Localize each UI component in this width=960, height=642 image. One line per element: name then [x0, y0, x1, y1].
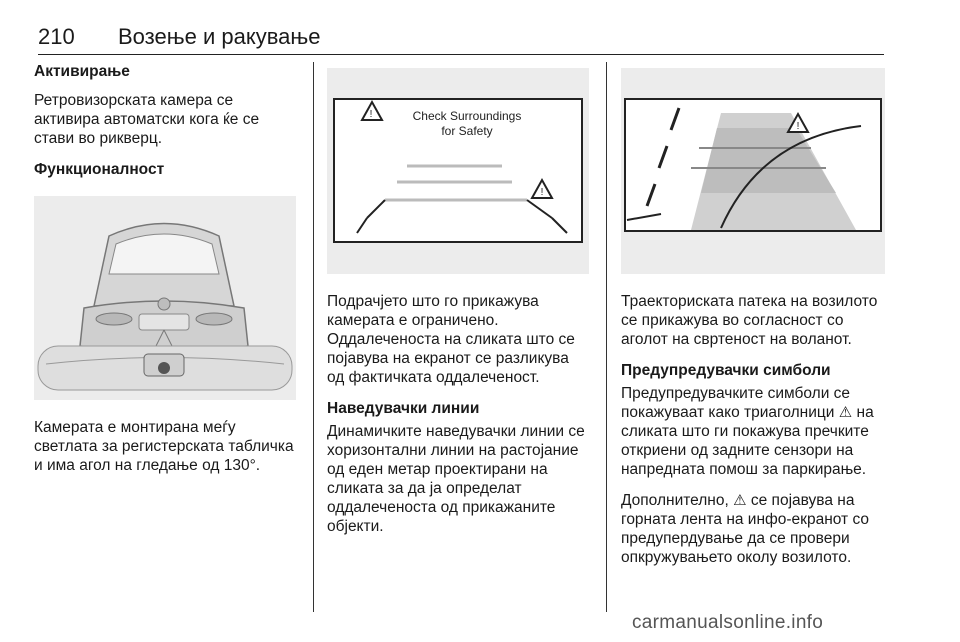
trajectory-figure	[621, 68, 885, 274]
section-heading: Функционалност	[34, 161, 165, 178]
paragraph-text: Предупредувачките симболи се покажуваат како триаголници	[621, 385, 851, 421]
screen-message-line1: Check Surroundings	[412, 109, 522, 123]
car-rear-illustration	[34, 196, 296, 400]
page-header	[38, 24, 884, 55]
chapter-title: Возење и ракување	[118, 24, 321, 49]
column-divider	[606, 62, 607, 612]
paragraph-warning-symbols	[621, 384, 889, 479]
column-2-text	[327, 292, 589, 548]
paragraph-additional	[621, 491, 889, 567]
page-number: 210	[38, 24, 75, 49]
camera-screen-figure	[327, 68, 589, 274]
warning-triangle-icon: ⚠	[838, 404, 853, 421]
watermark: carmanualsonline.info	[632, 612, 824, 633]
paragraph: Подрачјето што го прикажува камерата е ограничено. Оддалеченоста на сликата што се појавува на екранот се разликува од фактичката оддалеченост.	[327, 293, 575, 386]
column-1	[34, 62, 296, 183]
svg-text:!: !	[540, 187, 544, 198]
paragraph-text: се појавува на горната лента на инфо-екранот со предупердување да се провери опкружувањето околу возилото.	[621, 492, 869, 566]
paragraph: Траекториската патека на возилото се прикажува во согласност со аголот на свртеност на воланот.	[621, 293, 878, 348]
column-1-lower	[34, 418, 296, 487]
paragraph: Камерата е монтирана меѓу светлата за регистерската табличка и има агол на гледање од 130°.	[34, 419, 294, 474]
screen-message-line2: for Safety	[441, 124, 493, 138]
camera-location-figure	[34, 196, 296, 400]
paragraph: Динамичките наведувачки линии се хоризонтални линии на растојание од еден метар проектирани на сликата за да ја определат оддалеченоста од прикажаните објекти.	[327, 423, 585, 535]
svg-text:!: !	[369, 109, 373, 120]
paragraph: Ретровизорската камера се активира автоматски кога ќе се стави во рикверц.	[34, 92, 260, 147]
parking-screen-illustration	[327, 68, 589, 274]
paragraph-text: Дополнително,	[621, 492, 729, 509]
svg-text:!: !	[796, 121, 800, 132]
trajectory-illustration	[621, 68, 885, 274]
warning-triangle-icon: ⚠	[733, 492, 747, 509]
section-heading: Предупредувачки симболи	[621, 362, 831, 379]
column-divider	[313, 62, 314, 612]
section-heading: Наведувачки линии	[327, 400, 480, 417]
column-3-text	[621, 292, 889, 579]
paragraph-text: на сликата што ги покажува пречките откриени од задните сензори на напредната помош за паркирање.	[621, 404, 874, 478]
section-heading: Активирање	[34, 63, 130, 80]
